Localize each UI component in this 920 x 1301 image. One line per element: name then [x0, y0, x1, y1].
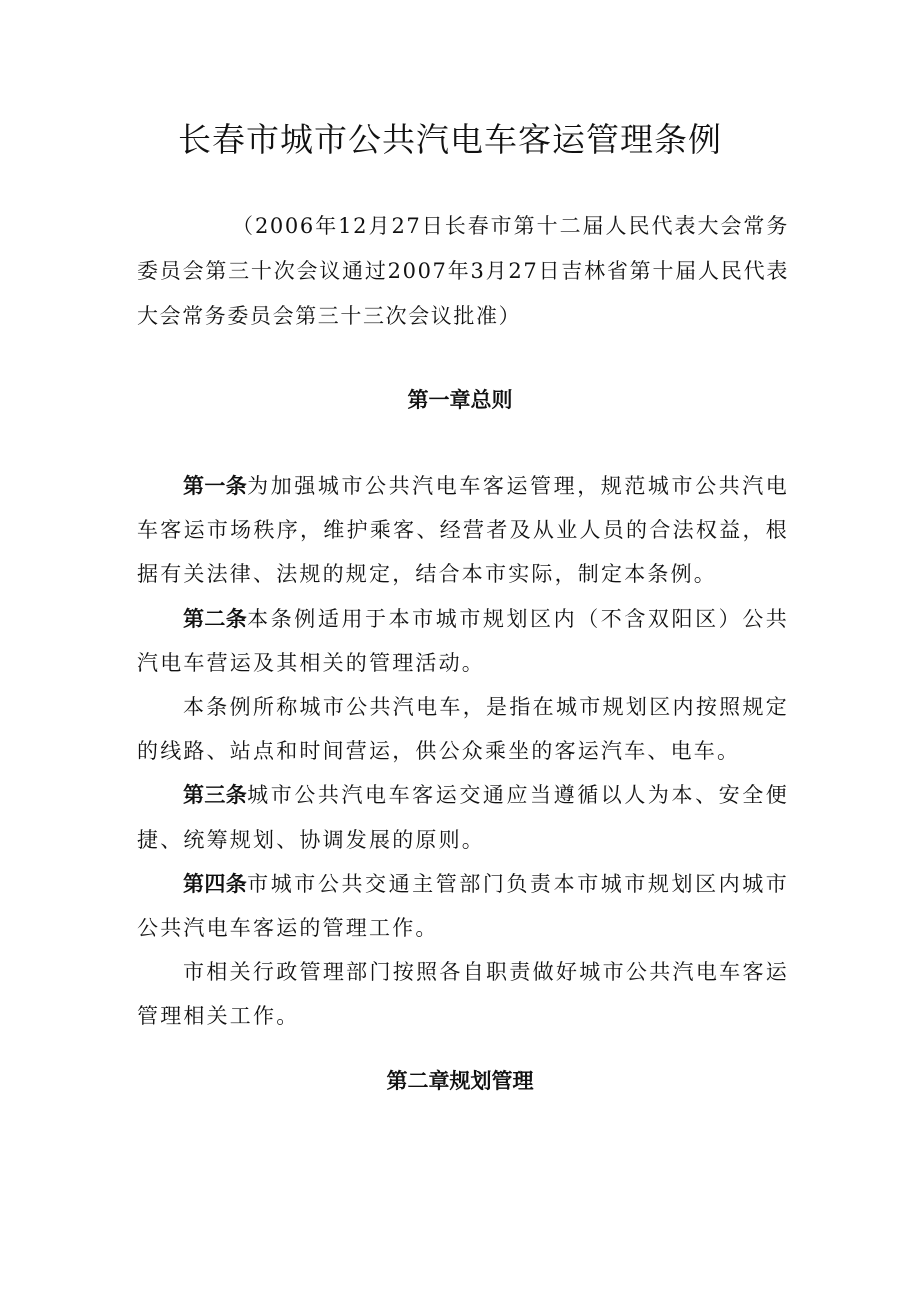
article-4-label: 第四条	[183, 871, 248, 896]
article-2-paragraph-2: 本条例所称城市公共汽电车，是指在城市规划区内按照规定的线路、站点和时间营运，供公众乘坐的客运汽车、电车。	[137, 695, 789, 764]
article-1-label: 第一条	[183, 474, 248, 498]
article-1-text: 为加强城市公共汽电车客运管理，规范城市公共汽电车客运市场秩序，维护乘客、经营者及从业人员的合法权益，根据有关法律、法规的规定，结合本市实际，制定本条例。	[137, 474, 790, 587]
article-3-paragraph	[137, 773, 789, 861]
article-4-paragraph-2: 市相关行政管理部门按照各自职责做好城市公共汽电车客运管理相关工作。	[137, 960, 789, 1029]
chapter-heading-1: 第一章总则	[407, 388, 513, 412]
article-2-label: 第二条	[183, 606, 248, 631]
article-1-paragraph	[137, 464, 789, 597]
document-title: 长春市城市公共汽电车客运管理条例	[178, 120, 722, 159]
chapter-1-body	[137, 464, 789, 1039]
article-2-text: 本条例适用于本市城市规划区内（不含双阳区）公共汽电车营运及其相关的管理活动。	[137, 606, 790, 675]
article-4-text: 市城市公共交通主管部门负责本市城市规划区内城市公共汽电车客运的管理工作。	[137, 871, 790, 941]
article-3-label: 第三条	[183, 783, 248, 808]
adoption-note: （2006年12月27日长春市第十二届人民代表大会常务委员会第三十次会议通过2007年3月27日吉林省第十届人民代表大会常务委员会第三十三次会议批准）	[137, 214, 789, 328]
chapter-heading-2: 第二章规划管理	[386, 1069, 534, 1093]
article-2-paragraph	[137, 597, 789, 685]
article-3-text: 城市公共汽电车客运交通应当遵循以人为本、安全便捷、统筹规划、协调发展的原则。	[137, 783, 790, 852]
article-4-paragraph	[137, 862, 789, 950]
